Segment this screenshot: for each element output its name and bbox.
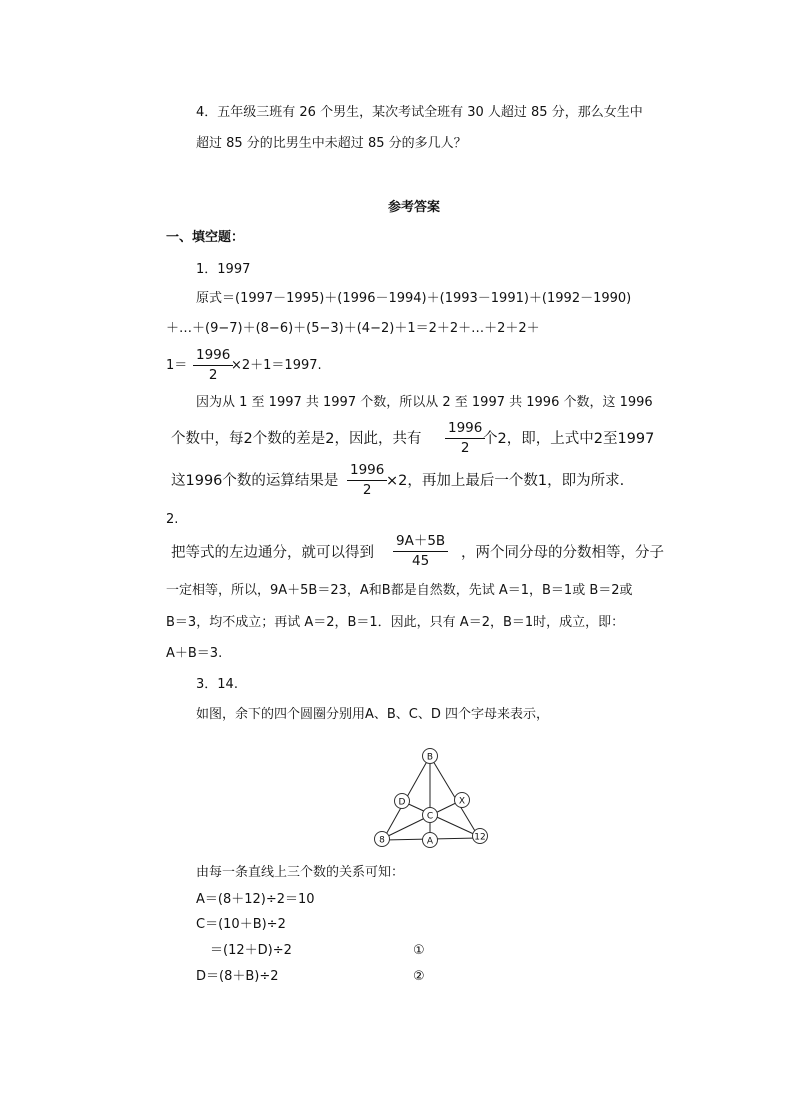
answer3-eq1: A＝(8＋12)÷2＝10 xyxy=(196,892,315,907)
answer3-eq2: C＝(10＋B)÷2 xyxy=(196,917,286,932)
circled-one-marker: ① xyxy=(413,943,425,958)
fraction-numerator: 1996 xyxy=(350,462,385,478)
fraction-denominator: 45 xyxy=(412,553,430,569)
triangle-circle-diagram xyxy=(360,740,500,855)
answer3-label: 3．14. xyxy=(196,677,238,692)
answer1-line4: 因为从 1 至 1997 共 1997 个数，所以从 2 至 1997 共 1996 个数，这 1996 xyxy=(196,395,653,410)
fraction-bar xyxy=(347,480,387,481)
answers-title: 参考答案 xyxy=(388,200,441,215)
fraction-numerator: 9A＋5B xyxy=(396,533,446,549)
answer1-line6-post: ×2，再加上最后一个数1，即为所求. xyxy=(386,473,625,489)
node-a-label: A xyxy=(426,836,434,847)
answer1-label: 1．1997 xyxy=(196,262,251,277)
problem4-line2: 超过 85 分的比男生中未超过 85 分的多几人？ xyxy=(196,136,467,151)
fraction-denominator: 2 xyxy=(460,440,470,456)
problem4-line1: 4．五年级三班有 26 个男生，某次考试全班有 30 人超过 85 分，那么女生中 xyxy=(196,105,643,120)
section1-title: 一、填空题： xyxy=(166,230,245,245)
answer1-fraction-1996-over-2 xyxy=(193,347,233,383)
answer2-line3: B＝3，均不成立；再试 A＝2，B＝1．因此，只有 A＝2，B＝1时，成立，即： xyxy=(166,615,625,630)
answer2-line2: 一定相等，所以，9A＋5B＝23，A和B都是自然数，先试 A＝1，B＝1或 B＝2或 xyxy=(166,583,633,598)
fraction-denominator: 2 xyxy=(208,367,218,383)
answer1-fraction-1996-over-2-c xyxy=(347,462,387,498)
answer2-label: 2. xyxy=(166,512,179,527)
answer3-eq4: D＝(8＋B)÷2 xyxy=(196,969,279,984)
answer2-fraction-9a5b-over-45 xyxy=(393,533,448,569)
answer1-line5-post: 个2，即，上式中2至1997 xyxy=(483,431,655,447)
fraction-numerator: 1996 xyxy=(448,420,483,436)
answer3-line1: 如图，余下的四个圆圈分别用A、B、C、D 四个字母来表示， xyxy=(196,707,550,722)
fraction-bar xyxy=(193,365,233,366)
node-d-label: D xyxy=(398,797,406,808)
node-b-label: B xyxy=(426,752,434,763)
fraction-denominator: 2 xyxy=(362,482,372,498)
node-x-label: X xyxy=(458,796,466,807)
fraction-numerator: 1996 xyxy=(196,347,231,363)
answer1-fraction-1996-over-2-b xyxy=(445,420,485,456)
node-12-label: 12 xyxy=(474,832,486,843)
answer1-line1: 原式＝(1997－1995)＋(1996－1994)＋(1993－1991)＋(1992－1990) xyxy=(196,291,632,306)
answer1-line6-pre: 这1996个数的运算结果是 xyxy=(171,473,339,489)
answer1-line2: ＋…＋(9−7)＋(8−6)＋(5−3)＋(4−2)＋1＝2＋2＋…＋2＋2＋ xyxy=(166,321,540,336)
circled-two-marker: ② xyxy=(413,969,425,984)
answer3-eq3: ＝(12＋D)÷2 xyxy=(210,943,292,958)
answer1-line3-pre: 1＝ xyxy=(166,358,188,373)
answer3-line2: 由每一条直线上三个数的关系可知： xyxy=(196,865,405,880)
node-c-label: C xyxy=(426,811,434,822)
answer1-line5-pre: 个数中，每2个数的差是2，因此，共有 xyxy=(171,431,422,447)
fraction-bar xyxy=(445,438,485,439)
fraction-bar xyxy=(393,551,448,552)
answer2-line1-post: ，两个同分母的分数相等，分子 xyxy=(461,545,664,561)
answer2-line4: A＋B＝3. xyxy=(166,646,223,661)
answer1-line3-post: ×2＋1＝1997. xyxy=(231,358,322,373)
node-8-label: 8 xyxy=(379,835,385,846)
edge-b-12 xyxy=(430,756,478,836)
answer2-line1-pre: 把等式的左边通分，就可以得到 xyxy=(171,545,374,561)
